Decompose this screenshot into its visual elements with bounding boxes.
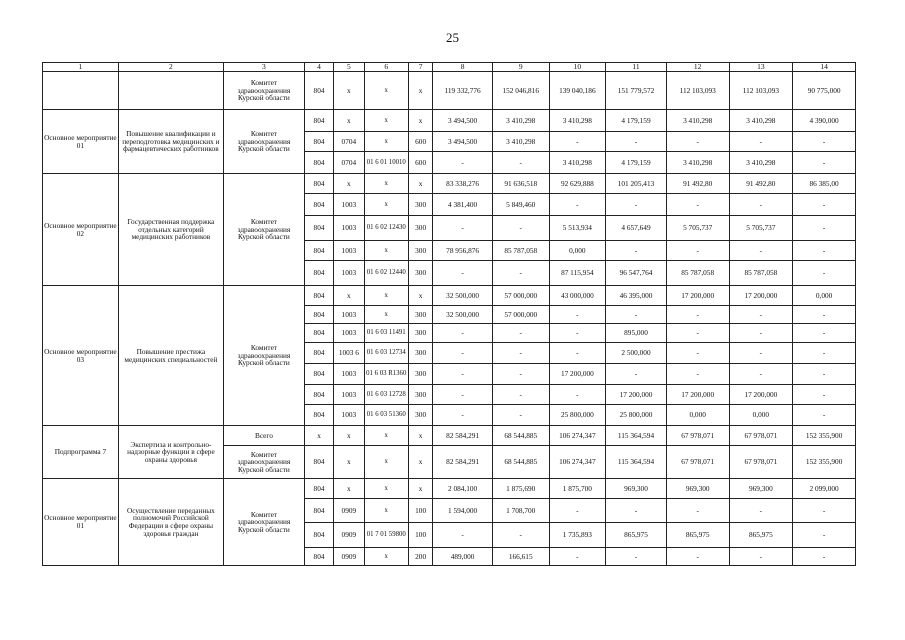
- value-cell: -: [666, 364, 729, 385]
- value-cell: 804: [304, 241, 333, 261]
- value-cell: 4 381,400: [433, 194, 493, 216]
- column-header: 7: [409, 63, 433, 72]
- value-cell: -: [606, 306, 667, 324]
- value-cell: x: [364, 110, 408, 132]
- value-cell: 100: [409, 499, 433, 523]
- value-cell: 2 500,000: [606, 343, 667, 364]
- value-cell: 300: [409, 364, 433, 385]
- value-cell: 1003: [334, 241, 364, 261]
- value-cell: 300: [409, 324, 433, 343]
- value-cell: 3 410,298: [492, 132, 549, 152]
- value-cell: x: [409, 479, 433, 499]
- value-cell: 32 500,000: [433, 306, 493, 324]
- value-cell: x: [334, 286, 364, 306]
- value-cell: 300: [409, 216, 433, 241]
- value-cell: 804: [304, 446, 333, 479]
- value-cell: 112 103,093: [666, 72, 729, 110]
- value-cell: 115 364,594: [606, 446, 667, 479]
- table-row: [43, 426, 856, 446]
- activity-name-cell: Повышение престижа медицинских специальностей: [118, 286, 223, 426]
- value-cell: 01 6 03 12728: [364, 385, 408, 405]
- value-cell: -: [793, 523, 856, 548]
- value-cell: 1003: [334, 306, 364, 324]
- column-header: 11: [606, 63, 667, 72]
- value-cell: 17 200,000: [666, 385, 729, 405]
- value-cell: 1 594,000: [433, 499, 493, 523]
- value-cell: 166,615: [492, 548, 549, 566]
- value-cell: -: [549, 132, 606, 152]
- value-cell: -: [549, 343, 606, 364]
- value-cell: 115 364,594: [606, 426, 667, 446]
- value-cell: 3 410,298: [492, 110, 549, 132]
- value-cell: x: [409, 426, 433, 446]
- value-cell: -: [729, 343, 793, 364]
- value-cell: 85 787,058: [666, 261, 729, 286]
- value-cell: 17 200,000: [729, 286, 793, 306]
- value-cell: 0,000: [666, 405, 729, 426]
- value-cell: 17 200,000: [549, 364, 606, 385]
- responsible-cell: Комитет здравоохранения Курской области: [223, 110, 304, 174]
- value-cell: x: [334, 72, 364, 110]
- column-header: 12: [666, 63, 729, 72]
- column-header: 3: [223, 63, 304, 72]
- value-cell: 17 200,000: [729, 385, 793, 405]
- value-cell: -: [549, 548, 606, 566]
- value-cell: x: [364, 241, 408, 261]
- value-cell: -: [606, 364, 667, 385]
- value-cell: x: [364, 286, 408, 306]
- responsible-cell: Комитет здравоохранения Курской области: [223, 174, 304, 286]
- responsible-cell: Комитет здравоохранения Курской области: [223, 72, 304, 110]
- value-cell: -: [666, 132, 729, 152]
- value-cell: -: [666, 343, 729, 364]
- value-cell: -: [606, 132, 667, 152]
- value-cell: 865,975: [666, 523, 729, 548]
- value-cell: 3 410,298: [729, 152, 793, 174]
- value-cell: 600: [409, 152, 433, 174]
- value-cell: 0909: [334, 499, 364, 523]
- value-cell: x: [364, 548, 408, 566]
- value-cell: -: [492, 364, 549, 385]
- value-cell: 01 6 01 10010: [364, 152, 408, 174]
- value-cell: 804: [304, 72, 333, 110]
- value-cell: 01 6 03 12734: [364, 343, 408, 364]
- value-cell: 969,300: [666, 479, 729, 499]
- activity-cell: Основное мероприятие 01: [43, 479, 119, 566]
- activity-name-cell: Государственная поддержка отдельных категорий медицинских работников: [118, 174, 223, 286]
- table-row: [43, 286, 856, 306]
- value-cell: 300: [409, 241, 433, 261]
- value-cell: 865,975: [729, 523, 793, 548]
- value-cell: 804: [304, 324, 333, 343]
- column-header: 4: [304, 63, 333, 72]
- value-cell: x: [364, 479, 408, 499]
- value-cell: 969,300: [729, 479, 793, 499]
- value-cell: 300: [409, 385, 433, 405]
- activity-name-cell: Экспертиза и контрольно-надзорные функции в сфере охраны здоровья: [118, 426, 223, 479]
- value-cell: 0,000: [729, 405, 793, 426]
- value-cell: 32 500,000: [433, 286, 493, 306]
- value-cell: 4 179,159: [606, 110, 667, 132]
- value-cell: 804: [304, 194, 333, 216]
- value-cell: -: [606, 548, 667, 566]
- value-cell: 3 494,500: [433, 110, 493, 132]
- value-cell: -: [492, 343, 549, 364]
- responsible-cell: Всего: [223, 426, 304, 446]
- column-header: 10: [549, 63, 606, 72]
- value-cell: -: [666, 241, 729, 261]
- activity-cell: Основное мероприятие 01: [43, 110, 119, 174]
- table-row: [43, 479, 856, 499]
- value-cell: -: [729, 132, 793, 152]
- value-cell: 4 390,000: [793, 110, 856, 132]
- responsible-cell: Комитет здравоохранения Курской области: [223, 446, 304, 479]
- column-header: 1: [43, 63, 119, 72]
- value-cell: 101 205,413: [606, 174, 667, 194]
- empty-cell: [118, 72, 223, 110]
- value-cell: 1003: [334, 194, 364, 216]
- value-cell: 1003: [334, 261, 364, 286]
- value-cell: x: [334, 479, 364, 499]
- value-cell: -: [729, 241, 793, 261]
- value-cell: 106 274,347: [549, 446, 606, 479]
- value-cell: -: [793, 216, 856, 241]
- table-row: [43, 72, 856, 110]
- value-cell: x: [334, 110, 364, 132]
- value-cell: 01 6 03 51360: [364, 405, 408, 426]
- value-cell: -: [606, 194, 667, 216]
- value-cell: 96 547,764: [606, 261, 667, 286]
- value-cell: 804: [304, 132, 333, 152]
- value-cell: 91 492,80: [729, 174, 793, 194]
- value-cell: -: [492, 385, 549, 405]
- value-cell: -: [793, 241, 856, 261]
- value-cell: 300: [409, 194, 433, 216]
- value-cell: 152 046,816: [492, 72, 549, 110]
- value-cell: -: [433, 324, 493, 343]
- value-cell: -: [729, 499, 793, 523]
- value-cell: x: [409, 174, 433, 194]
- value-cell: 804: [304, 479, 333, 499]
- value-cell: 3 410,298: [549, 110, 606, 132]
- value-cell: -: [666, 306, 729, 324]
- value-cell: -: [492, 216, 549, 241]
- value-cell: -: [492, 152, 549, 174]
- value-cell: 01 6 03 11491: [364, 324, 408, 343]
- value-cell: 87 115,954: [549, 261, 606, 286]
- value-cell: 152 355,900: [793, 446, 856, 479]
- value-cell: 5 513,934: [549, 216, 606, 241]
- value-cell: 1003 6: [334, 343, 364, 364]
- value-cell: -: [433, 152, 493, 174]
- value-cell: 0704: [334, 132, 364, 152]
- value-cell: -: [549, 194, 606, 216]
- value-cell: -: [793, 306, 856, 324]
- value-cell: x: [304, 426, 333, 446]
- value-cell: 82 584,291: [433, 426, 493, 446]
- value-cell: 1003: [334, 216, 364, 241]
- value-cell: 804: [304, 499, 333, 523]
- value-cell: 90 775,000: [793, 72, 856, 110]
- value-cell: 969,300: [606, 479, 667, 499]
- value-cell: -: [433, 385, 493, 405]
- header-row: [43, 63, 856, 72]
- value-cell: 25 800,000: [549, 405, 606, 426]
- value-cell: x: [334, 174, 364, 194]
- value-cell: 17 200,000: [606, 385, 667, 405]
- value-cell: 804: [304, 523, 333, 548]
- responsible-cell: Комитет здравоохранения Курской области: [223, 286, 304, 426]
- column-header: 5: [334, 63, 364, 72]
- value-cell: 139 040,186: [549, 72, 606, 110]
- value-cell: 489,000: [433, 548, 493, 566]
- value-cell: 804: [304, 286, 333, 306]
- value-cell: 3 410,298: [666, 110, 729, 132]
- value-cell: 01 6 03 R1360: [364, 364, 408, 385]
- value-cell: 4 657,649: [606, 216, 667, 241]
- value-cell: 865,975: [606, 523, 667, 548]
- value-cell: 804: [304, 364, 333, 385]
- value-cell: 67 978,071: [666, 446, 729, 479]
- value-cell: -: [433, 343, 493, 364]
- value-cell: 82 584,291: [433, 446, 493, 479]
- value-cell: 1003: [334, 324, 364, 343]
- value-cell: x: [409, 286, 433, 306]
- value-cell: 300: [409, 343, 433, 364]
- value-cell: 01 6 02 12440: [364, 261, 408, 286]
- value-cell: x: [364, 446, 408, 479]
- page-number: 25: [446, 30, 459, 45]
- value-cell: 91 636,518: [492, 174, 549, 194]
- value-cell: -: [729, 364, 793, 385]
- value-cell: 43 000,000: [549, 286, 606, 306]
- activity-name-cell: Повышение квалификации и переподготовка медицинских и фармацевтических работников: [118, 110, 223, 174]
- activity-cell: Основное мероприятие 02: [43, 174, 119, 286]
- value-cell: 152 355,900: [793, 426, 856, 446]
- value-cell: 804: [304, 343, 333, 364]
- value-cell: 1003: [334, 364, 364, 385]
- value-cell: 01 7 01 59800: [364, 523, 408, 548]
- value-cell: 67 978,071: [729, 426, 793, 446]
- value-cell: -: [793, 364, 856, 385]
- value-cell: -: [492, 324, 549, 343]
- value-cell: x: [409, 110, 433, 132]
- value-cell: 112 103,093: [729, 72, 793, 110]
- value-cell: 100: [409, 523, 433, 548]
- value-cell: -: [549, 324, 606, 343]
- value-cell: x: [334, 446, 364, 479]
- value-cell: 85 787,058: [492, 241, 549, 261]
- value-cell: -: [666, 194, 729, 216]
- activity-cell: Основное мероприятие 03: [43, 286, 119, 426]
- column-header: 13: [729, 63, 793, 72]
- value-cell: 1 735,893: [549, 523, 606, 548]
- value-cell: x: [364, 132, 408, 152]
- value-cell: -: [606, 499, 667, 523]
- value-cell: x: [409, 446, 433, 479]
- column-header: 8: [433, 63, 493, 72]
- value-cell: x: [364, 426, 408, 446]
- value-cell: -: [729, 548, 793, 566]
- value-cell: -: [549, 306, 606, 324]
- value-cell: 151 779,572: [606, 72, 667, 110]
- value-cell: -: [793, 194, 856, 216]
- value-cell: -: [793, 385, 856, 405]
- value-cell: 0704: [334, 152, 364, 174]
- value-cell: 25 800,000: [606, 405, 667, 426]
- value-cell: 0,000: [793, 286, 856, 306]
- value-cell: x: [409, 72, 433, 110]
- value-cell: 78 956,876: [433, 241, 493, 261]
- value-cell: 2 084,100: [433, 479, 493, 499]
- budget-table: [42, 62, 856, 566]
- value-cell: 91 492,80: [666, 174, 729, 194]
- value-cell: 804: [304, 174, 333, 194]
- value-cell: -: [492, 405, 549, 426]
- column-header: 6: [364, 63, 408, 72]
- value-cell: 57 000,000: [492, 286, 549, 306]
- value-cell: 86 385,00: [793, 174, 856, 194]
- value-cell: 57 000,000: [492, 306, 549, 324]
- column-header: 9: [492, 63, 549, 72]
- value-cell: x: [364, 499, 408, 523]
- value-cell: -: [666, 499, 729, 523]
- value-cell: 804: [304, 548, 333, 566]
- empty-cell: [43, 72, 119, 110]
- value-cell: -: [729, 324, 793, 343]
- value-cell: 804: [304, 306, 333, 324]
- value-cell: 300: [409, 261, 433, 286]
- value-cell: 5 849,460: [492, 194, 549, 216]
- value-cell: 1003: [334, 385, 364, 405]
- value-cell: 4 179,159: [606, 152, 667, 174]
- value-cell: -: [433, 364, 493, 385]
- value-cell: 0909: [334, 523, 364, 548]
- value-cell: 68 544,885: [492, 426, 549, 446]
- value-cell: x: [364, 174, 408, 194]
- value-cell: -: [433, 405, 493, 426]
- value-cell: -: [549, 499, 606, 523]
- value-cell: -: [549, 385, 606, 405]
- value-cell: 68 544,885: [492, 446, 549, 479]
- value-cell: x: [334, 426, 364, 446]
- column-header: 14: [793, 63, 856, 72]
- value-cell: 85 787,058: [729, 261, 793, 286]
- value-cell: 46 395,000: [606, 286, 667, 306]
- value-cell: 0909: [334, 548, 364, 566]
- value-cell: 2 099,000: [793, 479, 856, 499]
- value-cell: -: [666, 324, 729, 343]
- value-cell: 3 410,298: [549, 152, 606, 174]
- value-cell: 895,000: [606, 324, 667, 343]
- value-cell: 804: [304, 110, 333, 132]
- value-cell: 804: [304, 216, 333, 241]
- value-cell: 67 978,071: [666, 426, 729, 446]
- value-cell: 1 708,700: [492, 499, 549, 523]
- value-cell: -: [793, 324, 856, 343]
- value-cell: 804: [304, 385, 333, 405]
- value-cell: 1003: [334, 405, 364, 426]
- value-cell: -: [606, 241, 667, 261]
- value-cell: 300: [409, 405, 433, 426]
- value-cell: 804: [304, 405, 333, 426]
- value-cell: 01 6 02 12430: [364, 216, 408, 241]
- column-header: 2: [118, 63, 223, 72]
- value-cell: 83 338,276: [433, 174, 493, 194]
- activity-cell: Подпрограмма 7: [43, 426, 119, 479]
- value-cell: 67 978,071: [729, 446, 793, 479]
- value-cell: 1 875,690: [492, 479, 549, 499]
- value-cell: -: [793, 405, 856, 426]
- value-cell: -: [666, 548, 729, 566]
- value-cell: -: [793, 343, 856, 364]
- table-row: [43, 110, 856, 132]
- table-row: [43, 174, 856, 194]
- value-cell: x: [364, 194, 408, 216]
- value-cell: x: [364, 72, 408, 110]
- value-cell: 3 410,298: [666, 152, 729, 174]
- value-cell: -: [433, 523, 493, 548]
- value-cell: -: [793, 548, 856, 566]
- value-cell: 106 274,347: [549, 426, 606, 446]
- value-cell: 804: [304, 261, 333, 286]
- value-cell: 300: [409, 306, 433, 324]
- value-cell: 0,000: [549, 241, 606, 261]
- value-cell: -: [492, 523, 549, 548]
- value-cell: -: [793, 152, 856, 174]
- responsible-cell: Комитет здравоохранения Курской области: [223, 479, 304, 566]
- value-cell: 92 629,888: [549, 174, 606, 194]
- value-cell: 3 494,500: [433, 132, 493, 152]
- value-cell: 5 705,737: [666, 216, 729, 241]
- value-cell: 600: [409, 132, 433, 152]
- value-cell: x: [364, 306, 408, 324]
- value-cell: -: [492, 261, 549, 286]
- value-cell: 17 200,000: [666, 286, 729, 306]
- value-cell: -: [793, 261, 856, 286]
- value-cell: -: [793, 499, 856, 523]
- value-cell: -: [793, 132, 856, 152]
- value-cell: 5 705,737: [729, 216, 793, 241]
- value-cell: -: [729, 194, 793, 216]
- value-cell: 804: [304, 152, 333, 174]
- value-cell: -: [433, 216, 493, 241]
- value-cell: -: [433, 261, 493, 286]
- value-cell: 1 875,700: [549, 479, 606, 499]
- activity-name-cell: Осуществление переданных полномочий Российской Федерации в сфере охраны здоровья граждан: [118, 479, 223, 566]
- value-cell: -: [729, 306, 793, 324]
- value-cell: 3 410,298: [729, 110, 793, 132]
- value-cell: 119 332,776: [433, 72, 493, 110]
- value-cell: 200: [409, 548, 433, 566]
